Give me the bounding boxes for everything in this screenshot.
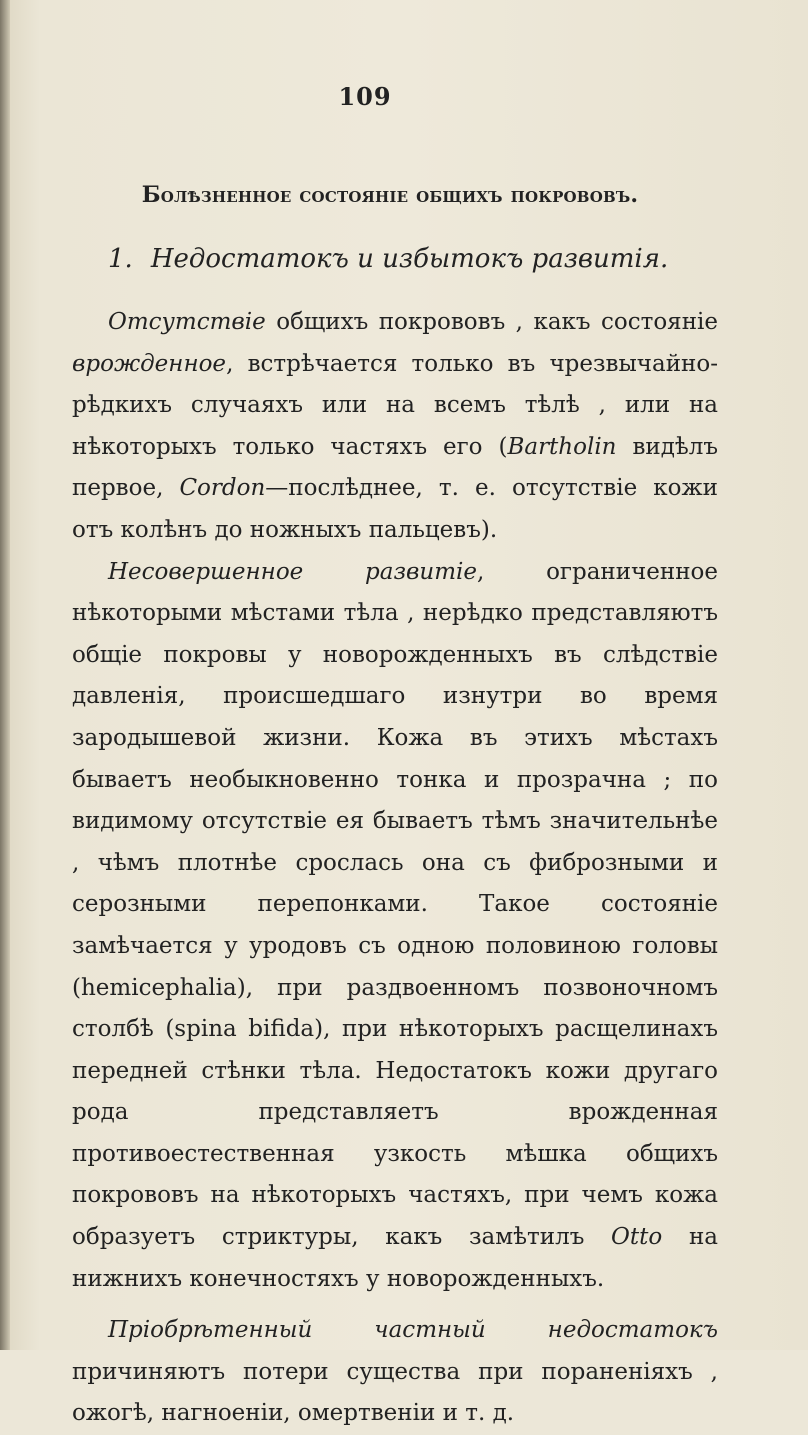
paragraph-2 (72, 552, 718, 1301)
text-run: Otto (611, 1224, 663, 1251)
text-run: Пріобрѣтенный частный недостатокъ (108, 1317, 718, 1344)
text-run: видѣлъ первое, (72, 433, 718, 502)
text-run: врожденное (72, 350, 227, 377)
subsection-number: 1. (108, 244, 133, 274)
text-run: Cordon (179, 475, 266, 502)
text-run: причиняютъ потери существа при пораненіяхъ , ожогѣ, нагноеніи, омертвеніи и т. д. (72, 1358, 718, 1427)
text-run: , встрѣчается только въ чрезвычайно-рѣдкихъ случаяхъ или на всемъ тѣлѣ , или на нѣкоторыхъ только частяхъ его ( (72, 350, 718, 460)
text-run: , ограниченное нѣкоторыми мѣстами тѣла , нерѣдко представляютъ общіе покровы у новорожденныхъ въ слѣдствіе давленія, происшедшаго изнутри во время зародышевой жизни. Кожа въ этихъ мѣстахъ бываетъ необыкновенно тонка и прозрачна ; по видимому отсутствіе ея бываетъ тѣмъ значительнѣе , чѣмъ плотнѣе срослась она съ фиброзными и серозными перепонками. Такое состояніе замѣчается у уродовъ съ одною половиною головы (hemicephalia), при раздвоенномъ позвоночномъ столбѣ (spina bifida), при нѣкоторыхъ расщелинахъ передней стѣнки тѣла. Недостатокъ кожи другаго рода представляетъ врожденная противоестественная узкость мѣшка общихъ покрововъ на нѣкоторыхъ частяхъ, при чемъ кожа образуетъ стриктуры, какъ замѣтилъ (72, 558, 718, 1251)
text-run: Несовершенное развитіе (108, 558, 477, 585)
subsection-heading (108, 244, 708, 274)
text-run: Отсутствіе (108, 309, 266, 335)
section-heading: Болѣзненное состояніе общихъ покрововъ. (141, 182, 639, 208)
paragraph-3 (72, 1310, 718, 1435)
page-number: 109 (338, 82, 392, 111)
text-run: —послѣднее, т. е. отсутствіе кожи отъ колѣнъ до ножныхъ пальцевъ). (72, 475, 718, 543)
page-spine-shadow (0, 0, 10, 1350)
paragraph-1 (72, 302, 718, 552)
text-run: общихъ покрововъ , какъ состояніе (265, 309, 718, 335)
body-text (72, 302, 718, 1435)
text-run: Bartholin (507, 433, 617, 460)
subsection-title: Недостатокъ и избытокъ развитія. (150, 244, 669, 274)
text-run: на нижнихъ конечностяхъ у новорожденныхъ. (72, 1224, 718, 1292)
